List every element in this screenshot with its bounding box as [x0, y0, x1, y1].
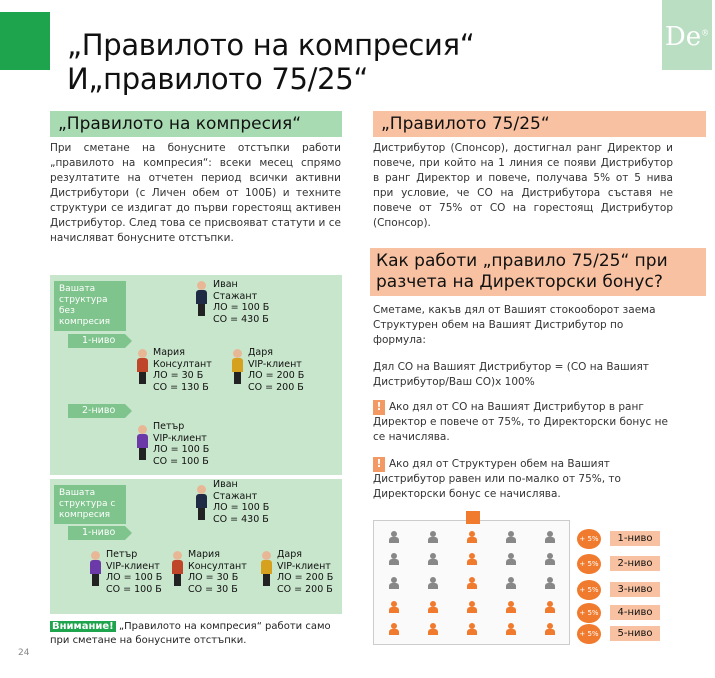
- rule-7525-heading: „Правилото 75/25“: [373, 111, 706, 137]
- warning-icon: !: [373, 400, 385, 415]
- person-maria-icon: [137, 349, 147, 379]
- diagram-with-compression: [50, 479, 342, 614]
- warning-less-than-75: ! Ако дял от Структурен обем на Вашият Дистрибутор равен или по-малко от 75%, то Директорски бонус се начислява.: [373, 458, 621, 500]
- bonus-badge: + 5%: [577, 580, 601, 600]
- person-petar-icon: [90, 551, 100, 581]
- bonus-badge: + 5%: [577, 529, 601, 549]
- level-5-label: 5-ниво: [610, 626, 660, 641]
- formula: Дял СО на Вашият Дистрибутор = (СО на Вашият Дистрибутор/Ваш СО)x 100%: [373, 361, 649, 388]
- person-petar: Петър VIP-клиент ЛО = 100 Б СО = 100 Б: [106, 549, 163, 595]
- formula-intro: Сметаме, какъв дял от Вашият стокооборот заема Структурен обем на Вашият Дистрибутор по формула:: [373, 304, 656, 346]
- compression-heading: „Правилото на компресия“: [50, 111, 342, 137]
- person-maria-icon: [172, 551, 182, 581]
- level-4-label: 4-ниво: [610, 605, 660, 620]
- brand-logo: De®: [662, 0, 712, 70]
- person-ivan-icon: [196, 485, 206, 515]
- sponsor-icon: [466, 511, 480, 524]
- rule-7525-paragraph: Дистрибутор (Спонсор), достигнал ранг Директор и повече, при който на 1 линия се появи Дистрибутор в ранг Директор и повече, получава 5% от 5 нива при условие, че СО на Дистрибутора съставя не повече от 75% от СО на горестоящ Дистрибутор (Спонсор).: [373, 142, 673, 229]
- person-ivan: Иван Стажант ЛО = 100 Б СО = 430 Б: [213, 279, 270, 325]
- person-darya: Даря VIP-клиент ЛО = 200 Б СО = 200 Б: [248, 347, 305, 393]
- diagram-label: Вашата структура без компресия: [54, 281, 126, 331]
- structure-pyramid-illustration: [373, 520, 570, 645]
- person-darya-icon: [232, 349, 242, 379]
- bonus-badge: + 5%: [577, 603, 601, 623]
- person-darya: Даря VIP-клиент ЛО = 200 Б СО = 200 Б: [277, 549, 334, 595]
- level-3-label: 3-ниво: [610, 582, 660, 597]
- person-maria: Мария Консултант ЛО = 30 Б СО = 130 Б: [153, 347, 212, 393]
- level-2-label: 2-ниво: [610, 556, 660, 571]
- person-maria: Мария Консултант ЛО = 30 Б СО = 30 Б: [188, 549, 247, 595]
- level1-tag: 1-ниво: [68, 526, 125, 540]
- page-title: „Правилото на компресия“ И„правилото 75/25“: [67, 28, 475, 96]
- director-bonus-question: Как работи „правило 75/25“ при разчета на Директорски бонус?: [370, 248, 706, 296]
- level-1-label: 1-ниво: [610, 531, 660, 546]
- warning-icon: !: [373, 457, 385, 472]
- green-accent-block: [0, 12, 50, 70]
- person-ivan: Иван Стажант ЛО = 100 Б СО = 430 Б: [213, 479, 270, 525]
- page-number: 24: [18, 648, 30, 658]
- bonus-badge: + 5%: [577, 624, 601, 644]
- diagram-no-compression: [50, 275, 342, 475]
- diagram-label: Вашата структура с компресия: [54, 485, 126, 524]
- person-petar-icon: [137, 425, 147, 455]
- level1-tag: 1-ниво: [68, 334, 125, 348]
- person-petar: Петър VIP-клиент ЛО = 100 Б СО = 100 Б: [153, 421, 210, 467]
- note-strong: Внимание!: [52, 621, 114, 632]
- bonus-badge: + 5%: [577, 554, 601, 574]
- level2-tag: 2-ниво: [68, 404, 125, 418]
- warning-more-than-75: ! Ако дял от СО на Вашият Дистрибутор в ранг Директор е повече от 75%, то Директорски бонус не се начислява.: [373, 401, 668, 443]
- compression-paragraph: При сметане на бонусните отстъпки работи „правилото на компресия“: всеки месец спрямо резултатите на отчетен период всички активни Дистрибутори (с Личен обем от 100Б) и техните структури се издигат до първи горестоящ активен Дистрибутор. След това се присвояват статути и се начисляват бонусните отстъпки.: [50, 142, 341, 244]
- person-darya-icon: [261, 551, 271, 581]
- compression-note: Внимание! „Правилото на компресия“ работи само при сметане на бонусните отстъпки.: [50, 621, 331, 646]
- person-ivan-icon: [196, 281, 206, 311]
